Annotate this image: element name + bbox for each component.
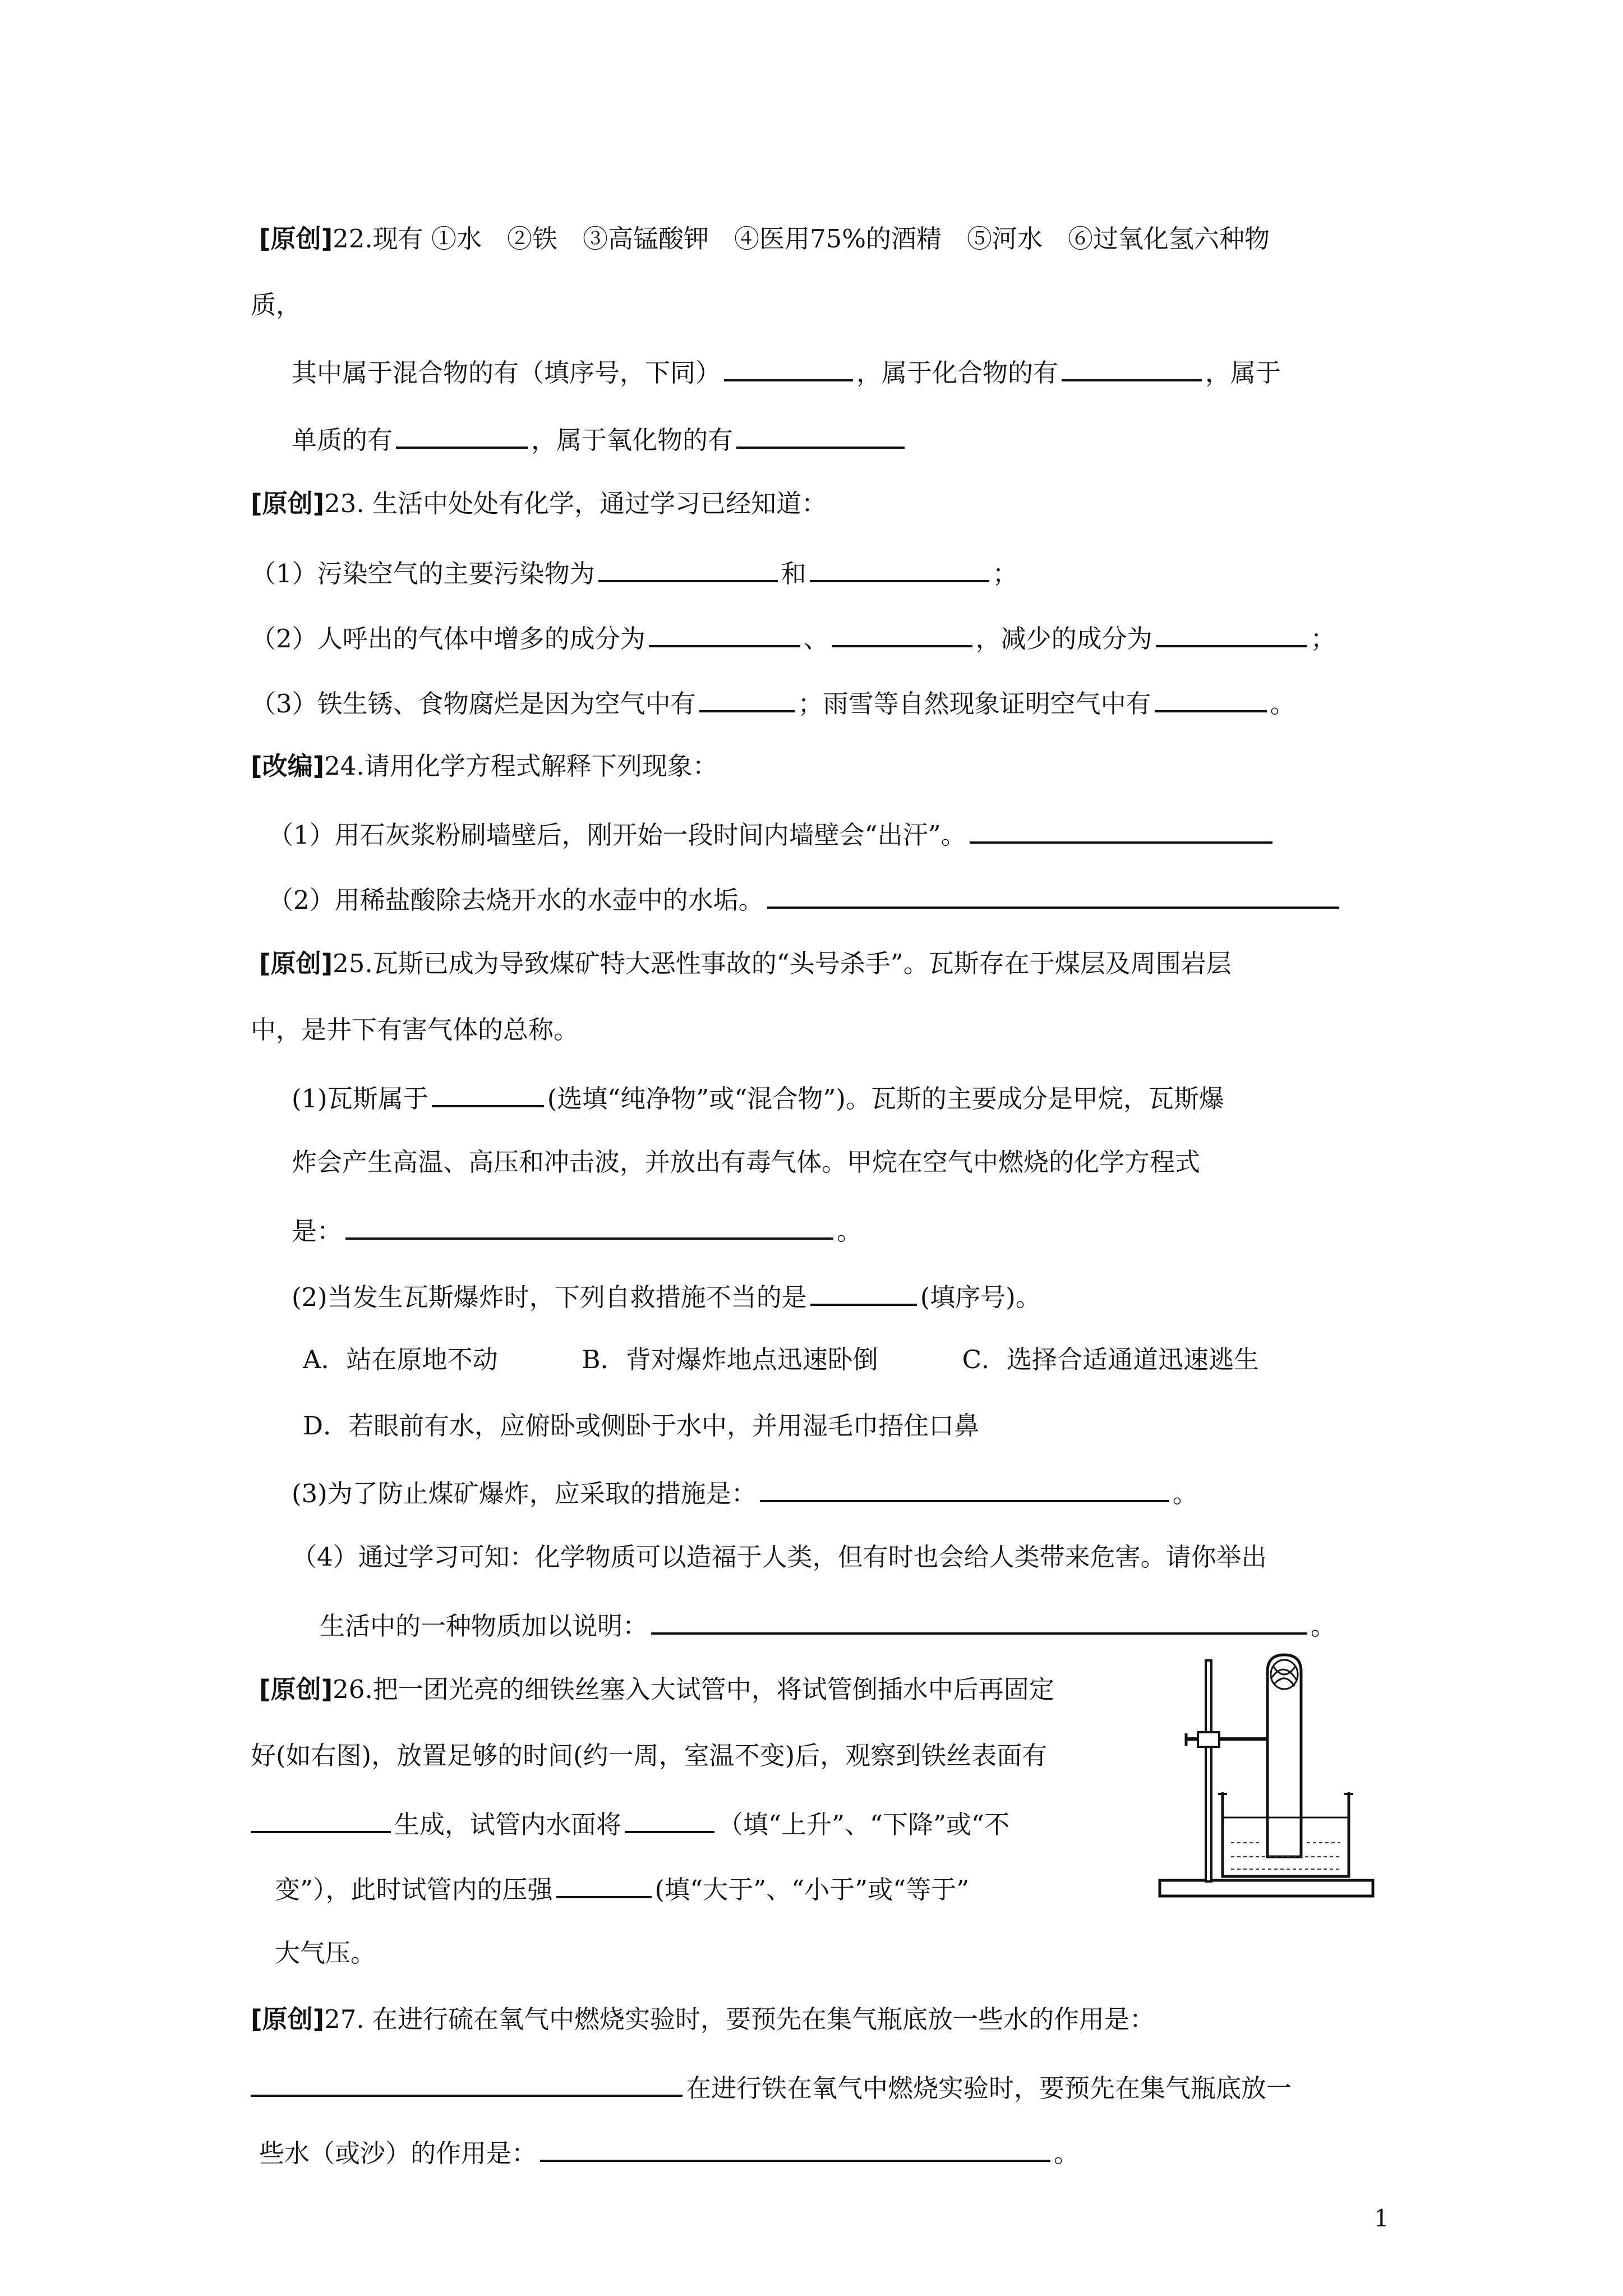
answer-blank[interactable] (832, 620, 972, 647)
q22-tag: [原创] (259, 224, 333, 254)
q26-line5: 大气压。 (275, 1938, 376, 1968)
option-a: A．站在原地不动 (303, 1345, 498, 1374)
q27-line2: 在进行铁在氧气中燃烧实验时，要预先在集气瓶底放一 (251, 2070, 1292, 2104)
answer-blank[interactable] (1062, 355, 1202, 381)
q22-line1 (259, 223, 1270, 255)
answer-blank[interactable] (724, 355, 853, 381)
stand-rod (1206, 1660, 1211, 1881)
answer-blank[interactable] (767, 882, 1339, 909)
q23-title: [原创]23. 生活中处处有化学，通过学习已经知道： (251, 489, 827, 518)
test-tube (1267, 1655, 1301, 1857)
answer-blank[interactable] (556, 1871, 652, 1898)
q23-part3: （3）铁生锈、食物腐烂是因为空气中有 ；雨雪等自然现象证明空气中有 。 (251, 685, 1295, 720)
answer-blank[interactable] (760, 1475, 1169, 1502)
q22-line3: 其中属于混合物的有（填序号，下同） ，属于化合物的有 ，属于 (292, 355, 1281, 389)
q26-line1: [原创]26.把一团光亮的细铁丝塞入大试管中，将试管倒插水中后再固定 (259, 1674, 1054, 1704)
q26-line3: 生成，试管内水面将 （填“上升”、“下降”或“不 (251, 1806, 1009, 1841)
q23-part1: （1）污染空气的主要污染物为 和 ； (251, 555, 1018, 590)
answer-blank[interactable] (598, 555, 778, 582)
q26-line2: 好(如右图)，放置足够的时间(约一周，室温不变)后，观察到铁丝表面有 (251, 1741, 1048, 1770)
q23-part2: （2）人呼出的气体中增多的成分为 、 ，减少的成分为 ； (251, 620, 1336, 655)
answer-blank[interactable] (970, 817, 1272, 844)
answer-blank[interactable] (736, 422, 905, 449)
option-d: D．若眼前有水，应俯卧或侧卧于水中，并用湿毛巾捂住口鼻 (303, 1411, 980, 1441)
q25-part1-l3: 是： 。 (292, 1213, 862, 1247)
answer-blank[interactable] (396, 422, 528, 449)
option-c: C．选择合适通道迅速逃生 (962, 1345, 1260, 1374)
q22-line2: 质， (251, 290, 302, 320)
q27-line1: [原创]27. 在进行硫在氧气中燃烧实验时，要预先在集气瓶底放一些水的作用是： (251, 2004, 1155, 2034)
q22-text1: 22.现有 ①水 ②铁 ③高锰酸钾 ④医用75%的酒精 ⑤河水 ⑥过氧化氢六种物 (333, 224, 1270, 254)
q25-part4-l2: 生活中的一种物质加以说明： 。 (320, 1608, 1336, 1642)
q25-part1-l1: (1)瓦斯属于 (选填“纯净物”或“混合物”)。瓦斯的主要成分是甲烷，瓦斯爆 (292, 1080, 1224, 1115)
page-number: 1 (1374, 2205, 1389, 2232)
answer-blank[interactable] (810, 1279, 917, 1306)
answer-blank[interactable] (810, 555, 989, 582)
option-b: B．背对爆炸地点迅速卧倒 (582, 1345, 878, 1374)
answer-blank[interactable] (540, 2135, 1050, 2162)
answer-blank[interactable] (651, 1608, 1307, 1635)
answer-blank[interactable] (251, 1806, 391, 1833)
q25-part3: (3)为了防止煤矿爆炸，应采取的措施是： 。 (292, 1475, 1198, 1510)
stand-base (1160, 1880, 1373, 1896)
answer-blank[interactable] (432, 1080, 544, 1107)
clamp-boss (1198, 1732, 1219, 1747)
q25-part1-l2: 炸会产生高温、高压和冲击波，并放出有毒气体。甲烷在空气中燃烧的化学方程式 (292, 1147, 1201, 1177)
q24-title: [改编]24.请用化学方程式解释下列现象： (251, 751, 718, 781)
answer-blank[interactable] (625, 1806, 714, 1833)
answer-blank[interactable] (699, 685, 795, 712)
q25-options-abc (303, 1344, 1259, 1375)
answer-blank[interactable] (1155, 685, 1267, 712)
answer-blank[interactable] (649, 620, 800, 647)
q24-part1: （1）用石灰浆粉刷墙壁后，刚开始一段时间内墙壁会“出汗”。 (268, 817, 1276, 851)
q26-line4: 变”），此时试管内的压强 (填“大于”、“小于”或“等于” (275, 1871, 969, 1906)
q27-line3: 些水（或沙）的作用是： 。 (259, 2135, 1079, 2169)
q24-part2: （2）用稀盐酸除去烧开水的水壶中的水垢。 (268, 882, 1343, 916)
answer-blank[interactable] (1156, 620, 1307, 647)
answer-blank[interactable] (251, 2070, 683, 2097)
q22-line4: 单质的有 ，属于氧化物的有 (292, 422, 908, 456)
q25-part2: (2)当发生瓦斯爆炸时，下列自救措施不当的是 (填序号)。 (292, 1279, 1041, 1313)
q25-part4-l1: （4）通过学习可知：化学物质可以造福于人类，但有时也会给人类带来危害。请你举出 (292, 1542, 1267, 1572)
apparatus-figure (1155, 1649, 1380, 1907)
q25-line2: 中，是井下有害气体的总称。 (251, 1015, 579, 1045)
q25-line1: [原创]25.瓦斯已成为导致煤矿特大恶性事故的“头号杀手”。瓦斯存在于煤层及周围岩层 (259, 949, 1232, 978)
answer-blank[interactable] (345, 1213, 833, 1240)
